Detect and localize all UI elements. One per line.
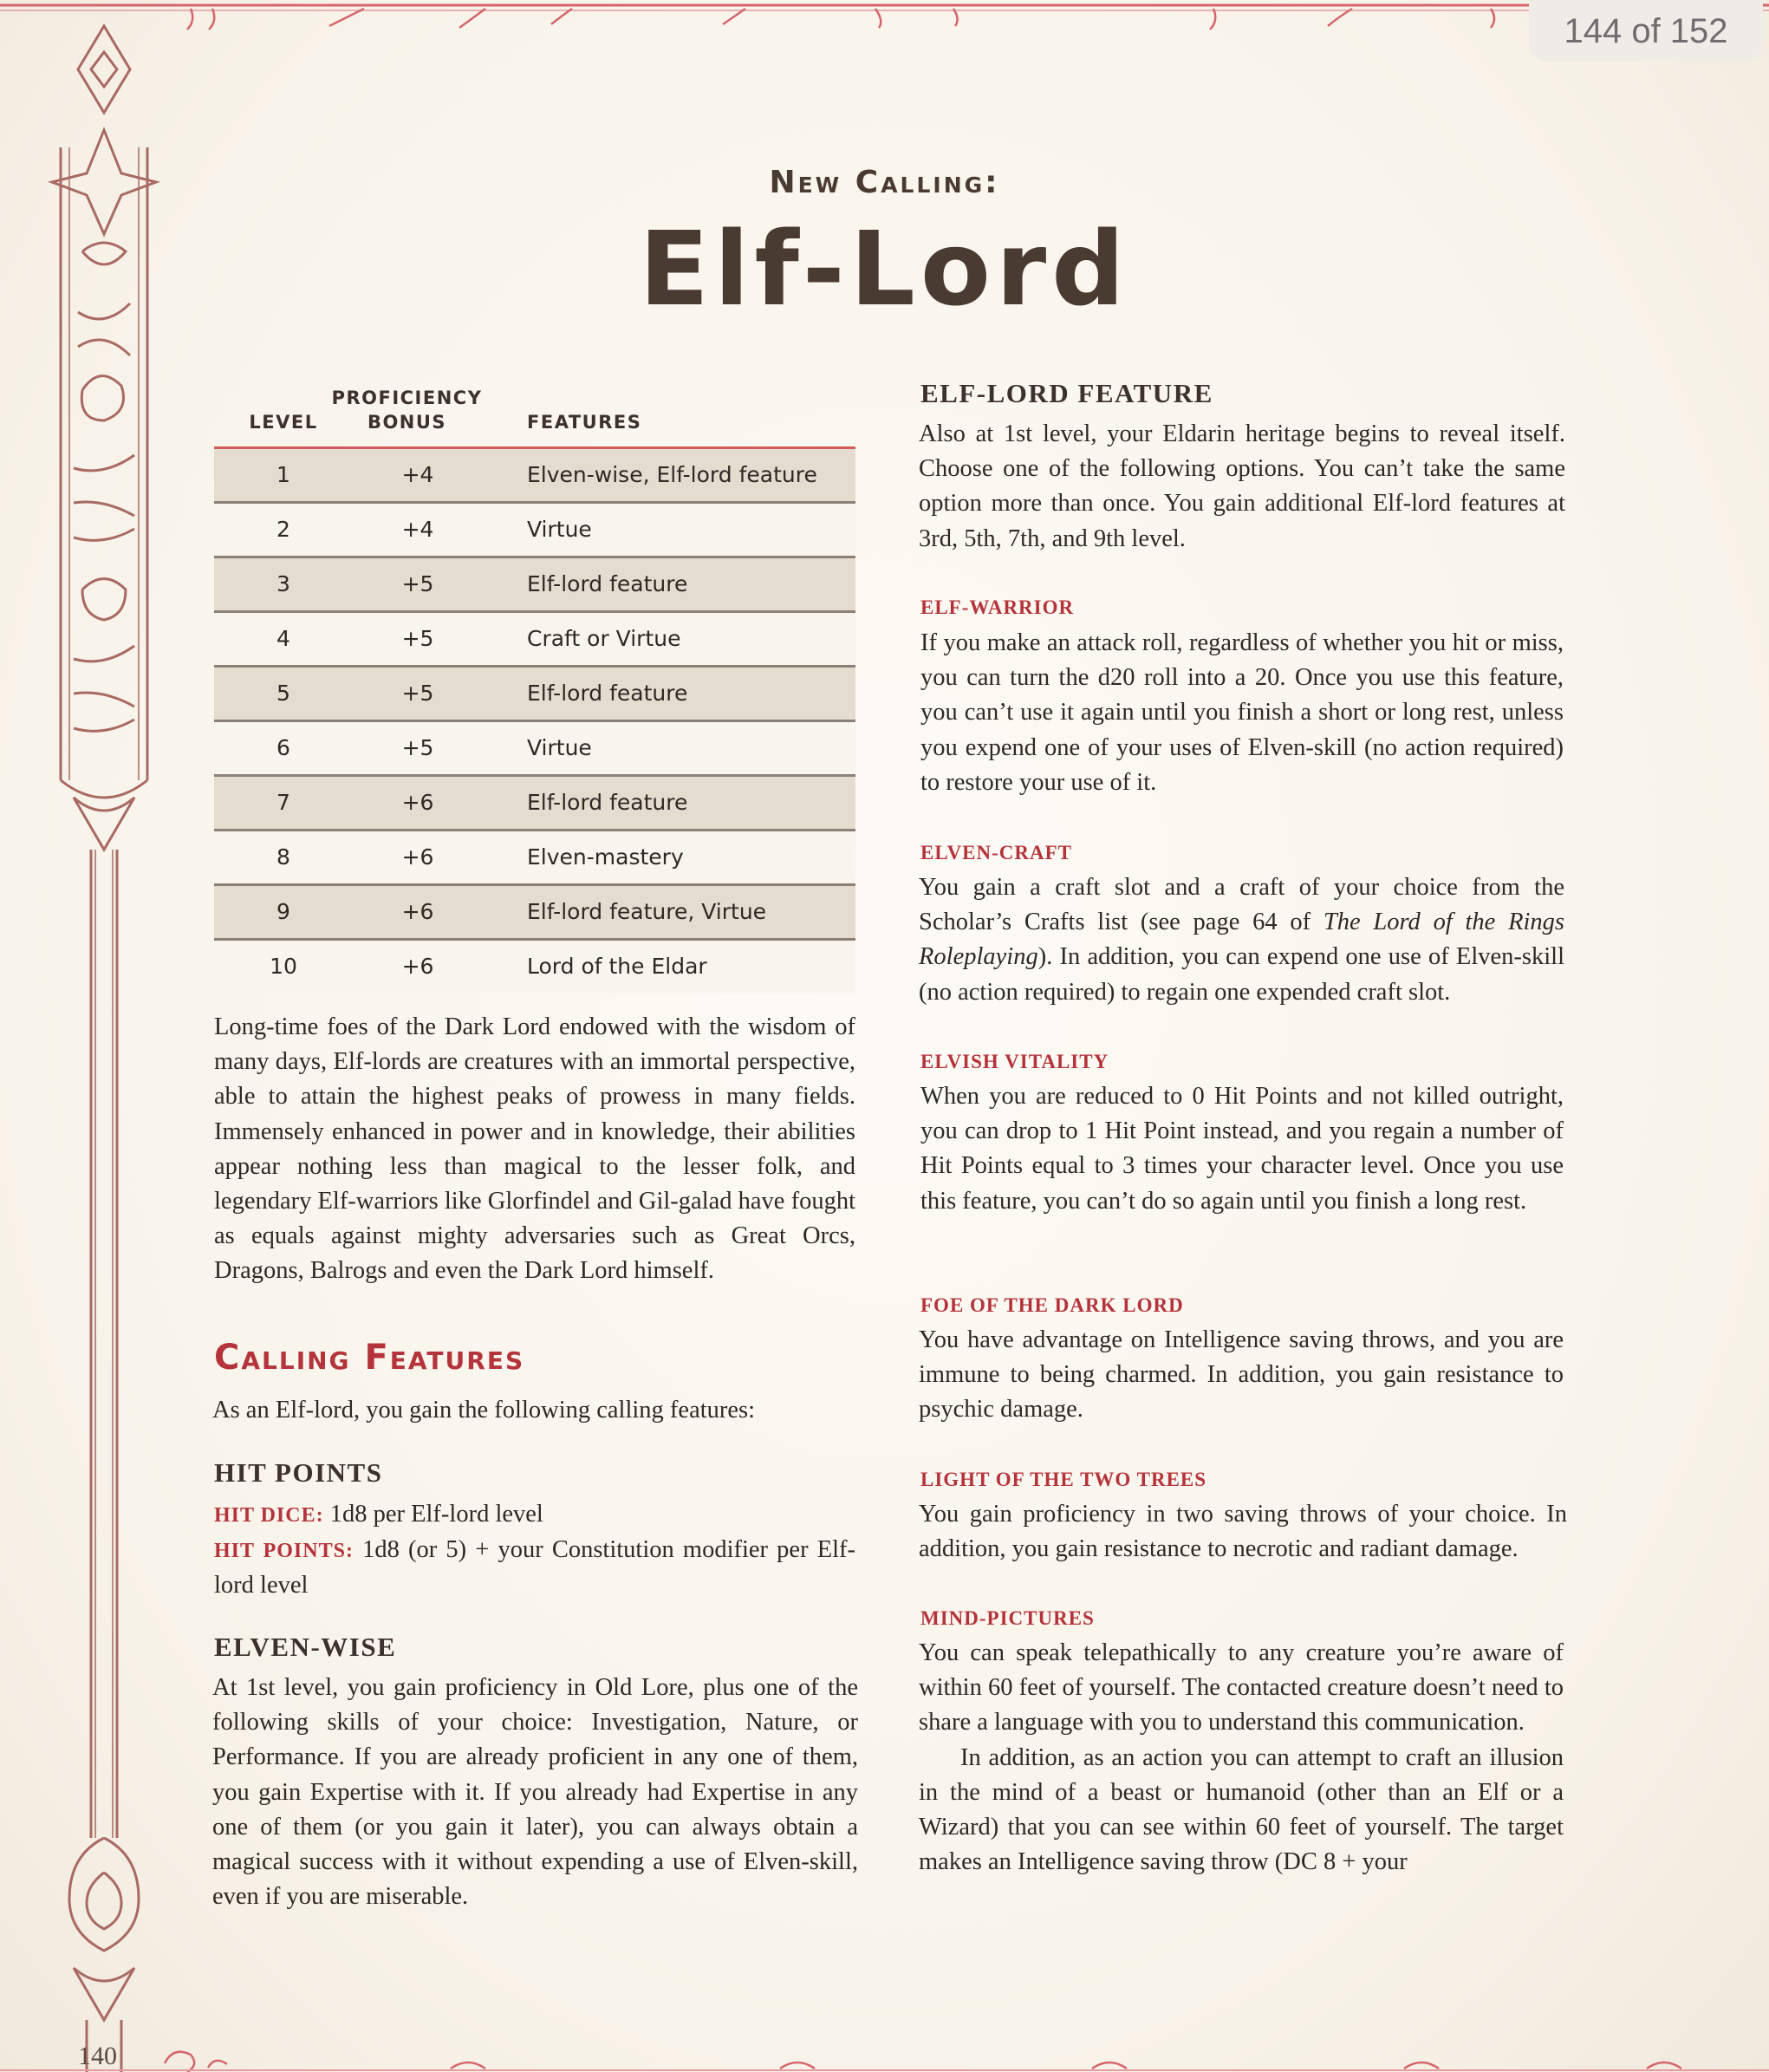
hit-dice-value: 1d8 per Elf-lord level: [329, 1501, 543, 1528]
table-cell-level: 5: [276, 681, 290, 706]
table-cell-level: 4: [276, 626, 290, 651]
table-cell-bonus: +6: [401, 899, 434, 924]
hit-points-label: HIT POINTS:: [214, 1540, 354, 1563]
table-cell-bonus: +5: [401, 571, 434, 596]
hit-points-value: 1d8 (or 5) + your Constitution modifier per Elf-lord level: [214, 1536, 856, 1600]
page-counter-badge: 144 of 152: [1529, 0, 1763, 61]
elven-wise-text: At 1st level, you gain proficiency in Old Lore, plus one of the following skills of your choice: Investigation, Nature, or Performance. If you are already proficient in any one of them, you gain Expertise with it. If you already had Expertise in any one of them (or you gain it later), you can always obtain a magical success with it without expending a use of Elven-skill, even if you are miserable.: [212, 1674, 858, 1911]
table-row: [214, 446, 855, 504]
table-cell-bonus: +5: [401, 735, 434, 760]
page-number: 140: [78, 2042, 117, 2070]
table-cell-features: Elf-lord feature, Virtue: [527, 899, 767, 924]
table-row: [214, 504, 855, 558]
table-cell-features: Virtue: [527, 517, 592, 542]
table-cell-features: Virtue: [527, 735, 592, 760]
table-cell-features: Elf-lord feature: [527, 571, 688, 596]
elf-lord-feature-text: Also at 1st level, your Eldarin heritage begins to reveal itself. Choose one of the following options. You can’t take the same option more than once. You gain additional Elf-lord features at 3rd, 5th, 7th, and 9th level.: [919, 420, 1565, 552]
book-title: The Lord of the Rings Roleplaying: [919, 909, 1565, 971]
elf-warrior-heading: ELF-WARRIOR: [920, 596, 1075, 618]
intro-paragraph: Long-time foes of the Dark Lord endowed with the wisdom of many days, Elf-lords are creatures with an immortal perspective, able to attain the highest peaks of prowess in many fields. Immensely enhanced in power and in knowledge, their abilities appear nothing less than magical to the lesser folk, and legendary Elf-warriors like Glorfindel and Gil-galad have fought as equals against mighty adversaries such as Great Orcs, Dragons, Balrogs and even the Dark Lord himself.: [214, 1013, 855, 1285]
table-cell-features: Elf-lord feature: [527, 681, 688, 706]
foe-of-dark-lord-text: You have advantage on Intelligence saving throws, and you are immune to being charmed. In addition, you gain resistance to psychic damage.: [919, 1326, 1564, 1424]
left-border-ornament: [35, 17, 173, 2072]
table-cell-level: 8: [276, 844, 290, 870]
table-cell-features: Elf-lord feature: [527, 790, 688, 815]
calling-features-heading: Calling Features: [214, 1338, 525, 1378]
table-header-bonus: [327, 386, 487, 434]
table-cell-bonus: +4: [401, 462, 434, 487]
table-row: [214, 722, 855, 777]
table-row: [214, 941, 855, 993]
calling-features-text: As an Elf-lord, you gain the following calling features:: [212, 1397, 756, 1424]
light-of-two-trees-heading: LIGHT OF THE TWO TREES: [920, 1469, 1207, 1490]
elven-craft-text-start: You gain a craft slot and a craft of your choice from the Scholar’s Crafts list (see page 64 of: [919, 874, 1564, 936]
table-row: [214, 831, 855, 886]
mind-pictures-heading: MIND-PICTURES: [920, 1607, 1095, 1629]
table-cell-level: 9: [276, 899, 290, 924]
table-header-bonus-top: PROFICIENCY: [331, 388, 483, 408]
table-cell-level: 1: [276, 462, 290, 487]
table-header-features: FEATURES: [527, 412, 642, 433]
bottom-border-ornament: [0, 2037, 1769, 2072]
mind-pictures-text: [919, 1636, 1564, 1880]
table-cell-bonus: +6: [401, 954, 434, 979]
table-row: [214, 886, 855, 941]
table-header-level: LEVEL: [249, 412, 318, 433]
elven-craft-text: [919, 870, 1564, 1010]
elven-craft-text-end: ). In addition, you can expend one use of Elven-skill (no action required) to regain one expended craft slot.: [919, 943, 1564, 1006]
hit-points-line: [214, 1533, 855, 1603]
table-cell-bonus: +5: [401, 626, 434, 651]
level-table: [214, 446, 855, 993]
mind-pictures-paragraph-1: You can speak telepathically to any creature you’re aware of within 60 feet of yourself. The contacted creature doesn’t need to share a language with you to understand this communication.: [919, 1639, 1564, 1736]
hit-points-heading: HIT POINTS: [214, 1457, 383, 1488]
table-row: [214, 668, 855, 722]
table-cell-bonus: +4: [401, 517, 434, 542]
top-border-ornament: [0, 0, 1769, 35]
table-cell-level: 3: [276, 571, 290, 596]
table-cell-features: Craft or Virtue: [527, 626, 681, 651]
elven-wise-heading: ELVEN-WISE: [214, 1632, 397, 1662]
table-row: [214, 613, 855, 668]
table-row: [214, 558, 855, 613]
elf-warrior-text: If you make an attack roll, regardless of whether you hit or miss, you can turn the d20 roll into a 20. Once you use this feature, you can’t use it again until you finish a short or long rest, unless you expend one of your uses of Elven-skill (no action required) to restore your use of it.: [920, 629, 1564, 796]
hit-dice-line: [214, 1497, 855, 1533]
page-title: Elf-Lord: [639, 209, 1130, 329]
elven-craft-heading: ELVEN-CRAFT: [920, 842, 1073, 863]
table-cell-level: 7: [276, 790, 290, 815]
table-cell-bonus: +6: [401, 844, 434, 870]
table-cell-bonus: +5: [401, 681, 434, 706]
table-cell-bonus: +6: [401, 790, 434, 815]
elf-lord-feature-heading: ELF-LORD FEATURE: [920, 378, 1213, 408]
mind-pictures-paragraph-2: [919, 1741, 1564, 1880]
mind-pictures-paragraph-2-text: In addition, as an action you can attempt to craft an illusion in the mind of a beast or humanoid (other than an Elf or a Wizard) that you can see within 60 feet of yourself. The target makes an Intelligence saving throw (DC 8 + your: [919, 1743, 1564, 1876]
hit-points-block: [214, 1497, 855, 1604]
table-cell-level: 10: [270, 954, 297, 979]
hit-dice-label: HIT DICE:: [214, 1504, 324, 1527]
table-cell-features: Lord of the Eldar: [527, 954, 707, 979]
light-of-two-trees-text: You gain proficiency in two saving throws of your choice. In addition, you gain resistance to necrotic and radiant damage.: [919, 1501, 1567, 1563]
table-row: [214, 777, 855, 831]
table-cell-level: 2: [276, 517, 290, 542]
table-cell-features: Elven-wise, Elf-lord feature: [527, 462, 817, 487]
table-cell-level: 6: [276, 735, 290, 760]
foe-of-dark-lord-heading: FOE OF THE DARK LORD: [920, 1294, 1184, 1316]
title-subheading: New Calling:: [769, 165, 1000, 200]
elvish-vitality-heading: ELVISH VITALITY: [920, 1051, 1109, 1072]
table-cell-features: Elven-mastery: [527, 844, 684, 870]
table-header-bonus-bottom: BONUS: [367, 412, 447, 433]
elvish-vitality-text: When you are reduced to 0 Hit Points and not killed outright, you can drop to 1 Hit Point instead, and you regain a number of Hit Points equal to 3 times your character level. Once you use this feature, you can’t do so again until you finish a long rest.: [920, 1083, 1564, 1215]
